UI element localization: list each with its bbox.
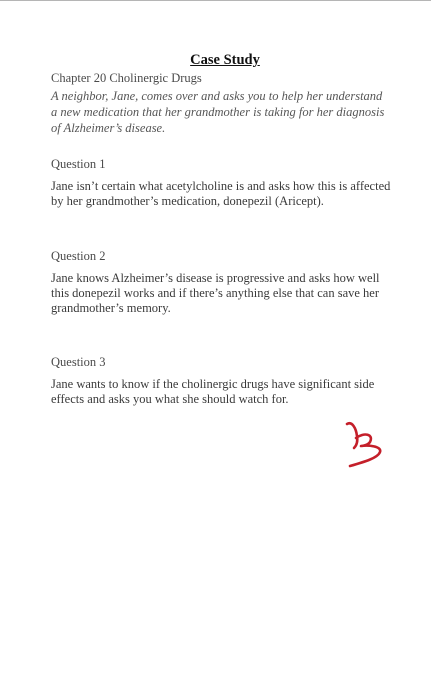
document-page bbox=[51, 52, 391, 406]
question-heading: Question 1 bbox=[51, 157, 106, 171]
question-text: Jane wants to know if the cholinergic drugs have significant side effects and asks you what she should watch for. bbox=[51, 377, 375, 406]
document-title: Case Study bbox=[190, 52, 260, 68]
handwritten-mark bbox=[344, 418, 388, 470]
question-1 bbox=[51, 156, 391, 209]
top-border bbox=[0, 0, 431, 1]
question-heading: Question 3 bbox=[51, 355, 106, 369]
chapter-subtitle: Chapter 20 Cholinergic Drugs bbox=[51, 71, 202, 85]
case-intro: A neighbor, Jane, comes over and asks you to help her understand a new medication that her grandmother is taking for her diagnosis of Alzheimer’s disease. bbox=[51, 89, 385, 135]
question-text: Jane isn’t certain what acetylcholine is and asks how this is affected by her grandmother’s medication, donepezil (Aricept). bbox=[51, 179, 391, 208]
question-heading: Question 2 bbox=[51, 249, 106, 263]
question-2 bbox=[51, 248, 391, 316]
question-3 bbox=[51, 354, 391, 407]
question-text: Jane knows Alzheimer’s disease is progressive and asks how well this donepezil works and if there’s anything else that can save her grandmother’s memory. bbox=[51, 271, 380, 315]
